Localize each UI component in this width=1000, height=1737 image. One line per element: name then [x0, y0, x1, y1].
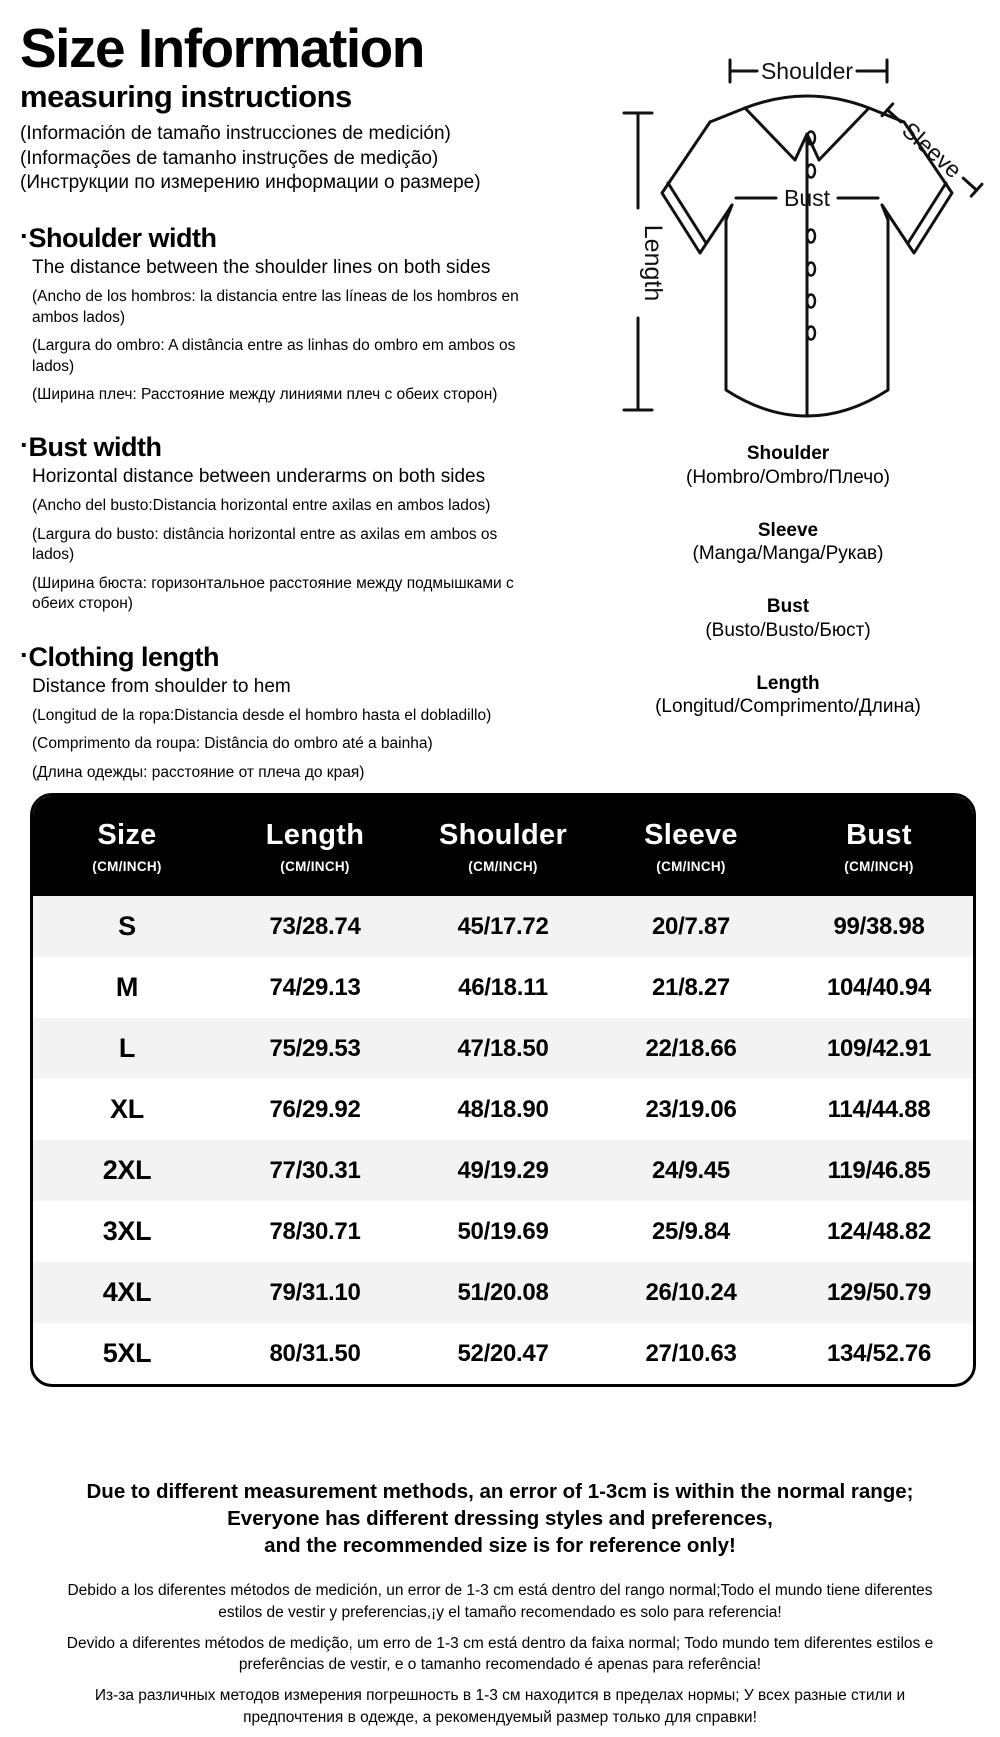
cell-size: M [115, 972, 139, 1002]
section-clothing-length [20, 640, 548, 783]
legend-translation: (Manga/Manga/Рукав) [692, 543, 884, 565]
section-translation-ru: (Длина одежды: расстояние от плеча до края) [32, 763, 365, 781]
legend-item-length [576, 672, 1000, 720]
bullet: · [20, 639, 29, 670]
cell-sleeve: 21/8.27 [652, 973, 730, 1001]
section-translation-es: (Ancho de los hombros: la distancia entre las líneas de los hombros en ambos lados) [32, 288, 519, 326]
cell-sleeve: 22/18.66 [645, 1034, 737, 1062]
cell-bust: 124/48.82 [826, 1217, 932, 1245]
cell-length: 74/29.13 [269, 973, 361, 1001]
section-description: Horizontal distance between underarms on both sides [32, 466, 486, 488]
section-title [20, 430, 548, 463]
column-label: Bust [846, 818, 912, 851]
cell-shoulder: 46/18.11 [458, 973, 548, 1001]
cell-shoulder: 51/20.08 [457, 1278, 549, 1306]
sleeve-measure-line [879, 100, 986, 200]
disclaimer-es: Debido a los diferentes métodos de medición, un error de 1-3 cm está dentro del rango normal;Todo el mundo tiene diferentes estilos de vestir y preferencias,¡y el tamaño recomendado es solo para referencia! [67, 1582, 933, 1621]
column-header-length [221, 819, 409, 874]
cell-size: S [118, 911, 136, 941]
cell-length: 80/31.50 [269, 1339, 361, 1367]
cell-shoulder: 48/18.90 [457, 1095, 549, 1123]
table-row-xl [33, 1079, 973, 1140]
cell-bust: 109/42.91 [826, 1034, 932, 1062]
table-row-4xl [33, 1262, 973, 1323]
legend-translation: (Busto/Busto/Бюст) [705, 619, 871, 641]
disclaimer-en-line: and the recommended size is for reference only! [264, 1534, 736, 1558]
length-diagram-label: Length [639, 224, 667, 302]
size-table [30, 793, 976, 1387]
cell-bust: 134/52.76 [826, 1339, 932, 1367]
column-header-size [33, 819, 221, 874]
cell-size: 5XL [102, 1338, 152, 1368]
column-header-sleeve [597, 819, 785, 874]
cell-shoulder: 49/19.29 [457, 1156, 549, 1184]
legend-name: Length [756, 672, 820, 694]
cell-sleeve: 27/10.63 [645, 1339, 737, 1367]
size-table-header [33, 796, 973, 896]
shirt-left-sleeve [662, 122, 732, 253]
subtitle-translation-es: (Información de tamaño instrucciones de medición) [20, 123, 451, 145]
cell-sleeve: 24/9.45 [652, 1156, 730, 1184]
section-description: The distance between the shoulder lines on both sides [32, 257, 491, 279]
table-row-m [33, 957, 973, 1018]
cell-shoulder: 45/17.72 [457, 912, 549, 940]
section-translation-es: (Longitud de la ropa:Distancia desde el hombro hasta el dobladillo) [32, 706, 492, 724]
cell-size: XL [110, 1094, 144, 1124]
diagram-legend [550, 442, 1000, 719]
cell-shoulder: 47/18.50 [457, 1034, 549, 1062]
section-translation-es: (Ancho del busto:Distancia horizontal entre axilas en ambos lados) [32, 497, 491, 515]
legend-translation: (Hombro/Ombro/Плечо) [686, 466, 890, 488]
cell-length: 78/30.71 [269, 1217, 361, 1245]
diagram-column [550, 38, 1000, 748]
section-bust-width [20, 430, 548, 614]
column-header-shoulder [409, 819, 597, 874]
cell-bust: 129/50.79 [826, 1278, 932, 1306]
legend-name: Shoulder [746, 443, 830, 464]
legend-item-bust [576, 595, 1000, 643]
cell-size: 3XL [102, 1216, 152, 1246]
page-title: Size Information [20, 17, 424, 79]
cell-shoulder: 52/20.47 [457, 1339, 549, 1367]
section-translation-pt: (Largura do ombro: A distância entre as linhas do ombro em ambos os lados) [32, 337, 516, 375]
size-table-body [33, 896, 973, 1384]
page-subtitle: measuring instructions [20, 79, 352, 115]
cell-bust: 114/44.88 [827, 1095, 931, 1123]
bullet: · [20, 221, 29, 252]
section-translation-ru: (Ширина плеч: Расстояние между линиями плеч с обеих сторон) [32, 385, 498, 403]
table-row-2xl [33, 1140, 973, 1201]
cell-sleeve: 23/19.06 [645, 1095, 737, 1123]
column-unit: (CM/INCH) [656, 858, 726, 874]
cell-bust: 104/40.94 [826, 973, 932, 1001]
cell-length: 79/31.10 [269, 1278, 361, 1306]
length-measure-line [624, 113, 667, 410]
legend-item-sleeve [576, 519, 1000, 567]
cell-size: 4XL [102, 1277, 152, 1307]
shirt-diagram [550, 38, 1000, 430]
cell-sleeve: 25/9.84 [652, 1217, 730, 1245]
section-title-text: Bust width [28, 432, 162, 463]
cell-size: 2XL [102, 1155, 152, 1185]
cell-bust: 99/38.98 [833, 912, 925, 940]
cell-size: L [118, 1033, 136, 1063]
cell-shoulder: 50/19.69 [457, 1217, 549, 1245]
section-title-text: Clothing length [28, 641, 219, 672]
legend-translation: (Longitud/Comprimento/Длина) [655, 696, 921, 718]
section-title [20, 640, 548, 673]
section-description: Distance from shoulder to hem [32, 675, 291, 697]
column-label: Sleeve [644, 818, 738, 851]
cell-sleeve: 26/10.24 [645, 1278, 737, 1306]
subtitle-translation-pt: (Informações de tamanho instruções de medição) [20, 147, 439, 169]
column-unit: (CM/INCH) [468, 858, 538, 874]
bullet: · [20, 430, 29, 461]
disclaimer-pt: Devido a diferentes métodos de medição, um erro de 1-3 cm está dentro da faixa normal; Todo mundo tem diferentes estilos e preferências de vestir, e o tamanho recomendado é apenas para referência! [66, 1634, 934, 1674]
section-translation-pt: (Largura do busto: distância horizontal entre as axilas em ambos os lados) [32, 525, 498, 564]
sleeve-diagram-label: Sleeve [897, 116, 967, 184]
cell-sleeve: 20/7.87 [652, 912, 730, 940]
column-unit: (CM/INCH) [92, 858, 162, 874]
cell-length: 75/29.53 [269, 1034, 361, 1062]
cell-length: 76/29.92 [269, 1095, 361, 1123]
shoulder-measure-line [730, 58, 887, 84]
section-translation-ru: (Ширина бюста: горизонтальное расстояние между подмышками с обеих сторон) [32, 574, 514, 613]
bust-diagram-label: Bust [783, 185, 831, 211]
table-row-l [33, 1018, 973, 1079]
section-title-text: Shoulder width [28, 223, 217, 254]
legend-name: Sleeve [757, 519, 819, 541]
legend-name: Bust [766, 596, 810, 617]
disclaimer-block [0, 1478, 1000, 1728]
column-label: Length [265, 818, 365, 851]
cell-length: 73/28.74 [269, 912, 361, 940]
disclaimer-en-line: Due to different measurement methods, an error of 1-3cm is within the normal range; [86, 1480, 914, 1503]
section-shoulder-width [20, 221, 548, 405]
table-row-5xl [33, 1323, 973, 1384]
subtitle-translation-ru: (Инструкции по измерению информации о размере) [20, 172, 481, 194]
column-unit: (CM/INCH) [280, 858, 350, 874]
table-row-3xl [33, 1201, 973, 1262]
cell-bust: 119/46.85 [827, 1156, 931, 1184]
cell-length: 77/30.31 [269, 1156, 361, 1184]
disclaimer-ru: Из-за различных методов измерения погрешность в 1-3 см находится в пределах нормы; У всех разные стили и предпочтения в одежде, а рекомендуемый размер только для справки! [94, 1686, 906, 1726]
legend-item-shoulder [576, 442, 1000, 490]
disclaimer-en-line: Everyone has different dressing styles and preferences, [227, 1507, 773, 1531]
column-label: Shoulder [438, 818, 568, 851]
section-title [20, 221, 548, 254]
column-unit: (CM/INCH) [844, 858, 914, 874]
table-row-s [33, 896, 973, 957]
shirt-left-shoulder [710, 108, 745, 122]
disclaimer-en [0, 1478, 1000, 1559]
section-translation-pt: (Comprimento da roupa: Distância do ombro até a bainha) [32, 735, 433, 753]
column-header-bust [785, 819, 973, 874]
column-label: Size [97, 818, 157, 851]
shoulder-diagram-label: Shoulder [760, 58, 854, 84]
bust-measure-line [736, 185, 878, 211]
instructions-column [20, 17, 548, 783]
